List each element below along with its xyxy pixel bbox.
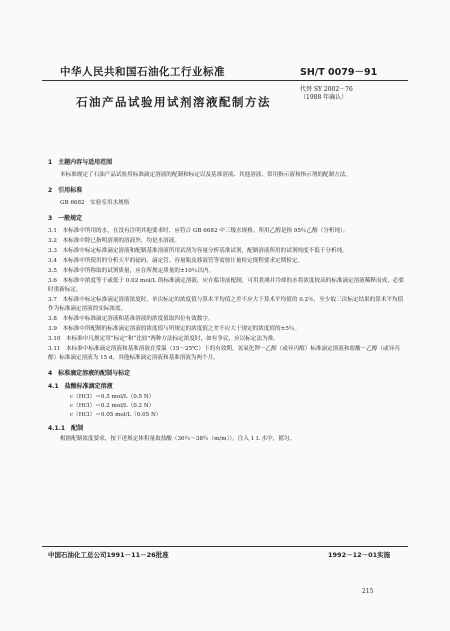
effective-date: 1992－12－01实施 [328, 551, 391, 559]
clause: 3.11 本标准中标准滴定溶液和基准溶液在常温（15～25℃）下的有效期，氢氧化钾－乙醇（或异丙醇）标准滴定溶液和盐酸－乙醇（或异丙醇）标准滴定溶液为 15 d，其他标准滴定溶液和基准溶液为两个月。 [48, 346, 400, 361]
page-number: 215 [362, 588, 374, 595]
subsection-heading: 4.1.1 配制 [48, 425, 84, 432]
replaces-line-2: （1988 年确认） [300, 94, 348, 101]
section-heading: 4 标准滴定溶液的配制与标定 [48, 370, 131, 377]
approval-date: 中国石油化工总公司1991－11－26批准 [48, 551, 169, 559]
clause: 3.4 本标准中所使用的分析天平的砝码、滴定管、容量瓶及移液管等需按计量检定规程要求定期检定。 [48, 258, 304, 264]
clause: 3.1 本标准中所用的水，在没有注明其他要求时，应符合 GB 6682 中三级水规格。所用乙醇是指 95％乙醇（分析纯）。 [48, 228, 349, 234]
clause: 3.7 本标准中标定标准滴定溶液浓度时，单次标定的浓度值与算术平均值之差不应大于算术平均值的 0.2％，至少取三次标定结果的算术平均值作为标准滴定溶液的实际浓度。 [48, 297, 404, 312]
subsection-heading: 4.1 盐酸标准滴定溶液 [48, 383, 113, 390]
clause: 3.9 本标准中所配制的标准滴定溶液的浓度值与所规定的浓度值之差不应大于规定的浓度值的±5％。 [48, 326, 301, 332]
clause: 3.5 本标准中所称取的试剂质量，应在所规定质量的±10％以内。 [48, 268, 215, 274]
formula: c（HCl）＝0.5 mol/L（0.5 N） [70, 394, 155, 400]
reference-item: GB 6682 实验室用水规格 [60, 200, 130, 206]
document-body [48, 152, 404, 445]
clause: 3.2 本标准中除已指明溶剂的溶液外，均是水溶液。 [48, 238, 180, 244]
header-divider [42, 80, 408, 81]
document-title: 石油产品试验用试剂溶液配制方法 [76, 95, 271, 109]
section-heading: 3 一般规定 [48, 215, 83, 222]
clause: 3.3 本标准中标定标准滴定溶液和配制基准溶液所用试剂为容量分析基准试剂，配制溶液所用的试剂纯度不低于分析纯。 [48, 248, 348, 254]
paragraph: 本标准规定了石油产品试验用标准滴定溶液的配制和标定以及基准溶液、其他溶液、常用指示液和指示剂的配制方法。 [60, 172, 351, 178]
footer-divider [42, 546, 408, 547]
paragraph: 根据配制浓度要求，按下述规定体积量取盐酸（36％～38％（m/m）），注入 1 L 水中，摇匀。 [60, 436, 296, 442]
replaces-line-1: 代替 SY 2002－76 [300, 86, 353, 93]
formula: c（HCl）＝0.05 mol/L（0.05 N） [70, 412, 162, 418]
section-heading: 1 主题内容与适用范围 [48, 159, 113, 166]
standard-code: SH/T 0079－91 [300, 67, 378, 78]
clause: 3.8 本标准中标准滴定溶液和基准溶液的浓度值取四位有效数字。 [48, 316, 214, 322]
clause: 3.6 本标准中浓度等于或低于 0.02 mol/L 的标准滴定溶液，应在临用前配制，可用煮沸并冷却的水将浓度较高的标准滴定溶液稀释而成，必要时重新标定。 [48, 278, 404, 293]
issuing-organization: 中华人民共和国石油化工行业标准 [60, 66, 225, 78]
section-heading: 2 引用标准 [48, 187, 83, 194]
replaces-note [300, 86, 353, 102]
clause: 3.10 本标准中凡规定用“标定”和“比较”两种方法标定浓度时，如有争议，应以标定法为准。 [48, 336, 279, 342]
formula: c（HCl）＝0.2 mol/L（0.2 N） [70, 403, 155, 409]
